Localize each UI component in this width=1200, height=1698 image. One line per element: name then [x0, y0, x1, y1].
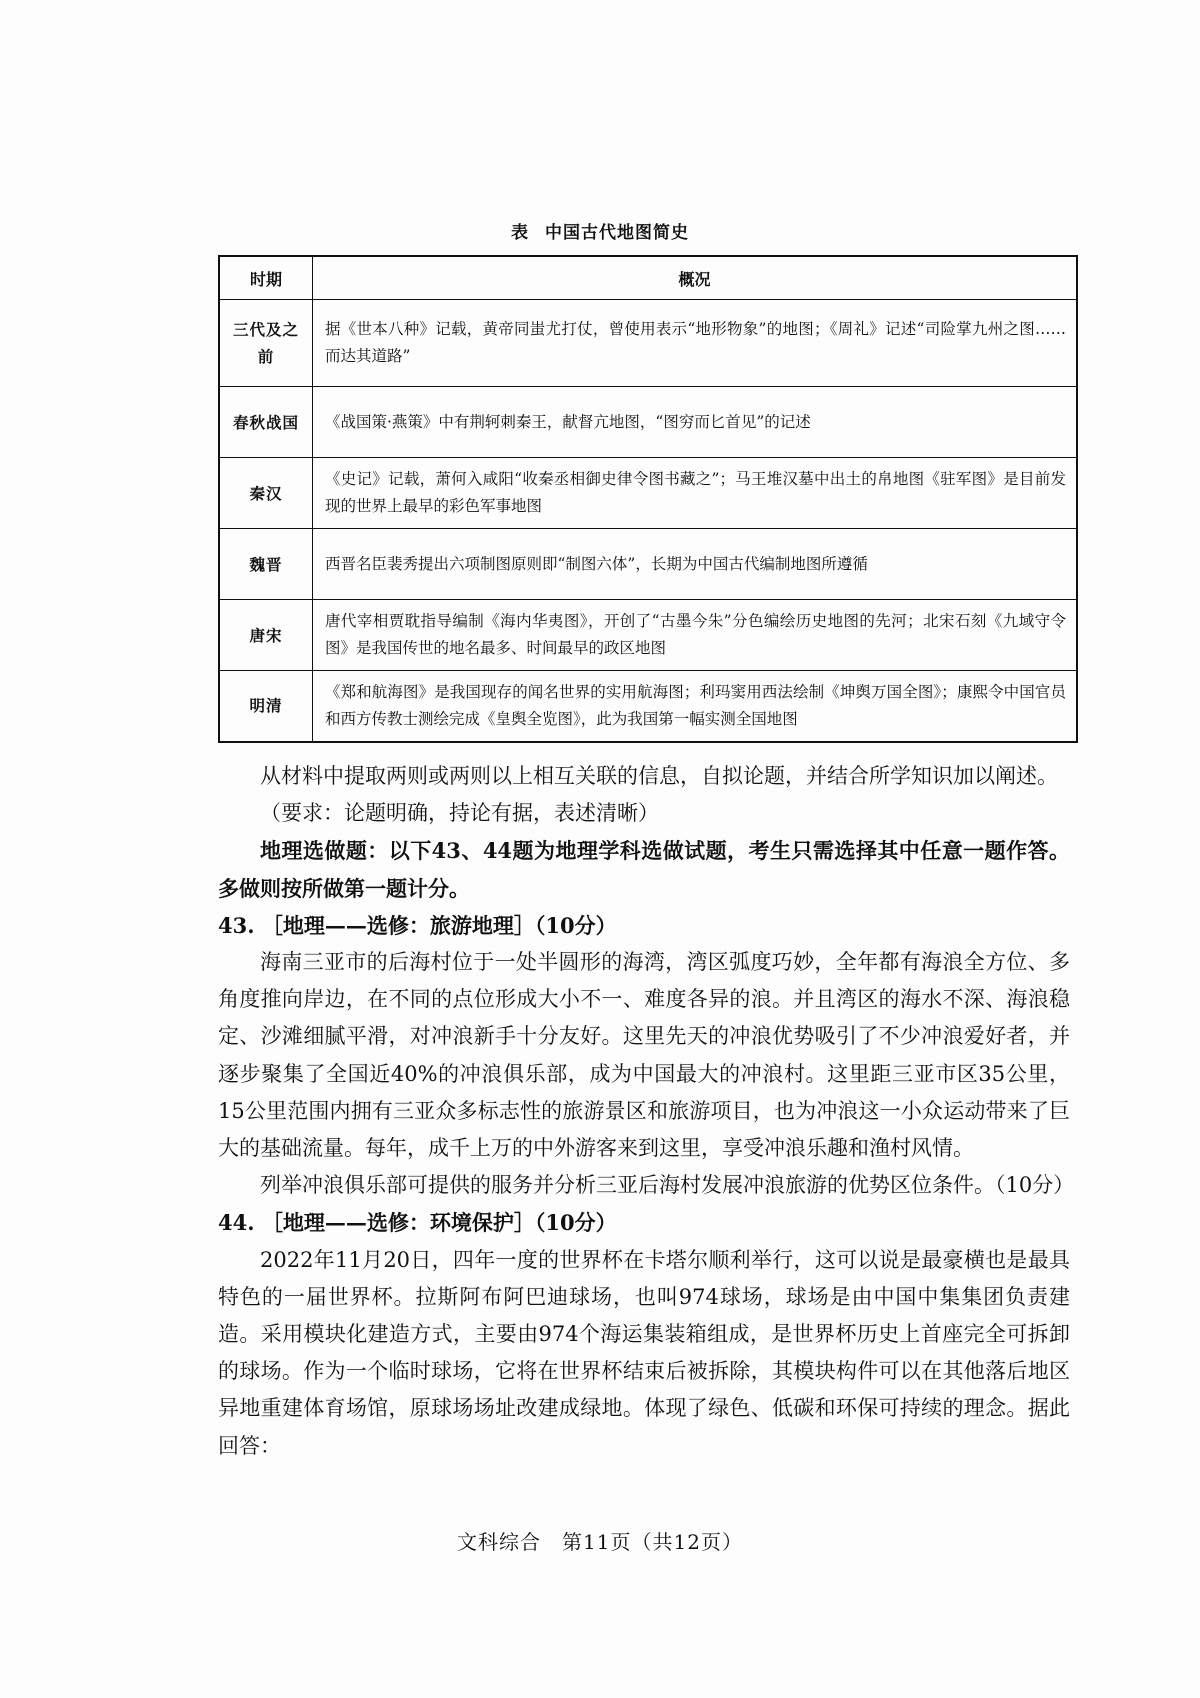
row-overview: 《郑和航海图》是我国现存的闻名世界的实用航海图；利玛窦用西法绘制《坤舆万国全图》；康熙令中国官员和西方传教士测绘完成《皇舆全览图》，此为我国第一幅实测全国地图	[313, 671, 1078, 742]
question42-prompt: 从材料中提取两则或两则以上相互关联的信息，自拟论题，并结合所学知识加以阐述。	[260, 764, 1058, 788]
row-period: 明清	[219, 671, 313, 742]
table-caption-title: 中国古代地图简史	[545, 223, 689, 243]
table-row	[219, 458, 1077, 529]
question44-passage: 2022年11月20日，四年一度的世界杯在卡塔尔顺利举行，这可以说是最豪横也是最具特色的一届世界杯。拉斯阿布阿巴迪球场，也叫974球场，球场是由中国中集集团负责建造。采用模块化建造方式，主要由974个海运集装箱组成，是世界杯历史上首座完全可拆卸的球场。作为一个临时球场，它将在世界杯结束后被拆除，其模块构件可以在其他落后地区异地重建体育场馆，原球场场址改建成绿地。体现了绿色、低碳和环保可持续的理念。据此回答：	[218, 1247, 1070, 1458]
row-overview: 《战国策·燕策》中有荆轲刺秦王，献督亢地图，“图穷而匕首见”的记述	[313, 387, 1078, 458]
table-row	[219, 600, 1077, 671]
row-period: 唐宋	[219, 600, 313, 671]
question43-question: 列举冲浪俱乐部可提供的服务并分析三亚后海村发展冲浪旅游的优势区位条件。（10分）	[260, 1173, 1075, 1198]
table-row	[219, 387, 1077, 458]
table-caption-label: 表	[511, 223, 529, 243]
page-footer: 文科综合 第11页（共12页）	[457, 1530, 743, 1554]
ancient-map-history-table	[218, 255, 1078, 743]
exam-body-text	[218, 758, 1075, 1465]
row-period: 秦汉	[219, 458, 313, 529]
row-period: 三代及之前	[219, 300, 313, 387]
question44-header: 44. ［地理——选修：环境保护］（10分）	[218, 1210, 617, 1236]
row-overview: 西晋名臣裴秀提出六项制图原则即“制图六体”，长期为中国古代编制地图所遵循	[313, 529, 1078, 600]
row-period: 魏晋	[219, 529, 313, 600]
geo-elective-instruction: 地理选做题：以下43、44题为地理学科选做试题，考生只需选择其中任意一题作答。多做则按所做第一题计分。	[218, 838, 1070, 901]
table-row	[219, 300, 1077, 387]
question42-requirement: （要求：论题明确，持论有据，表述清晰）	[260, 801, 659, 826]
row-overview: 据《世本八种》记载，黄帝同蚩尤打仗，曾使用表示“地形物象”的地图；《周礼》记述“司险掌九州之图……而达其道路”	[313, 300, 1078, 387]
question43-passage: 海南三亚市的后海村位于一处半圆形的海湾，湾区弧度巧妙，全年都有海浪全方位、多角度推向岸边，在不同的点位形成大小不一、难度各异的浪。并且湾区的海水不深、海浪稳定、沙滩细腻平滑，对冲浪新手十分友好。这里先天的冲浪优势吸引了不少冲浪爱好者，并逐步聚集了全国近40%的冲浪俱乐部，成为中国最大的冲浪村。这里距三亚市区35公里，15公里范围内拥有三亚众多标志性的旅游景区和旅游项目，也为冲浪这一小众运动带来了巨大的基础流量。每年，成千上万的中外游客来到这里，享受冲浪乐趣和渔村风情。	[218, 950, 1070, 1161]
row-period: 春秋战国	[219, 387, 313, 458]
row-overview: 《史记》记载，萧何入咸阳“收秦丞相御史律令图书藏之”；马王堆汉墓中出土的帛地图《驻军图》是目前发现的世界上最早的彩色军事地图	[313, 458, 1078, 529]
table-row	[219, 529, 1077, 600]
question43-header: 43. ［地理——选修：旅游地理］（10分）	[218, 912, 617, 938]
table-row	[219, 671, 1077, 742]
table-caption	[0, 218, 1200, 243]
header-overview: 概况	[313, 256, 1078, 300]
table-header-row	[219, 256, 1077, 300]
row-overview: 唐代宰相贾耽指导编制《海内华夷图》，开创了“古墨今朱”分色编绘历史地图的先河；北宋石刻《九域守令图》是我国传世的地名最多、时间最早的政区地图	[313, 600, 1078, 671]
header-period: 时期	[219, 256, 313, 300]
